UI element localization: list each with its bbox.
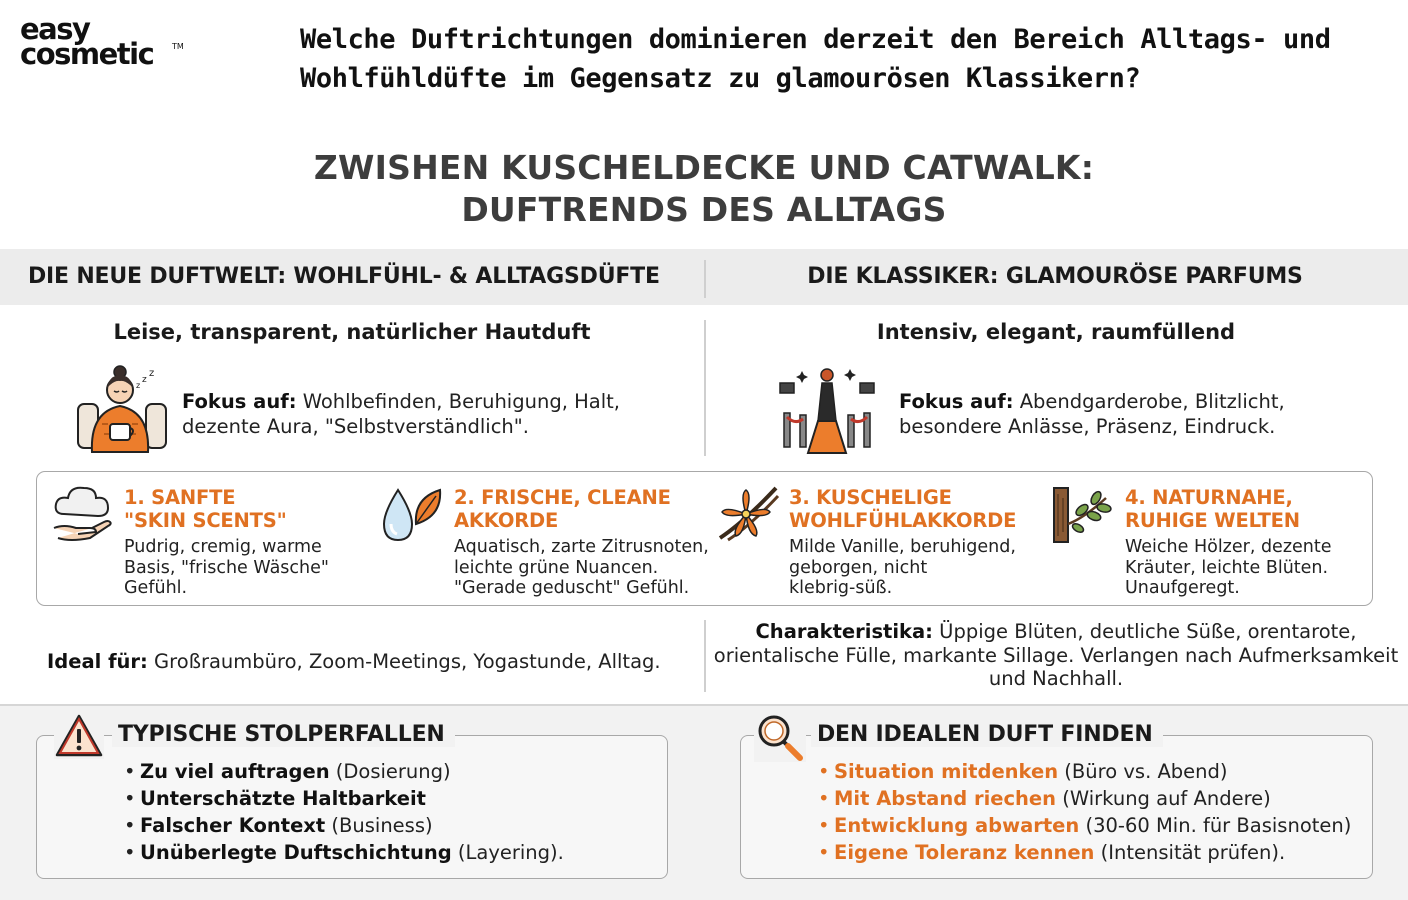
pitfalls-title: TYPISCHE STOLPERFALLEN [112, 722, 455, 747]
logo-line2: cosmetic [20, 37, 154, 71]
left-subtitle: Leise, transparent, natürlicher Hautduft [113, 320, 591, 344]
list-item [816, 785, 1351, 812]
svg-text:z: z [149, 368, 155, 379]
finder-2-rest: (Wirkung auf Andere) [1056, 787, 1271, 810]
list-item [122, 785, 564, 812]
card-4-title-line1: 4. NATURNAHE, [1125, 486, 1293, 509]
characteristics-text [706, 620, 1406, 691]
pitfalls-list [122, 758, 564, 866]
woman-blanket-icon [74, 364, 170, 456]
bottom-separator [0, 704, 1408, 706]
card-3-text-line1: Milde Vanille, beruhigend, [789, 537, 1016, 557]
page-title-line2: DUFTRENDS DES ALLTAGS [461, 190, 947, 229]
card-2-title-line1: 2. FRISCHE, CLEANE [454, 486, 671, 509]
svg-text:z: z [142, 375, 147, 385]
card-2-text-line2: leichte grüne Nuancen. [454, 557, 659, 578]
list-item [122, 758, 564, 785]
finder-2-key: Mit Abstand riechen [834, 787, 1057, 810]
card-2-title-line2: AKKORDE [454, 509, 559, 532]
finder-3-rest: (30-60 Min. für Basisnoten) [1079, 814, 1352, 837]
left-column-header: DIE NEUE DUFTWELT: WOHLFÜHL- & ALLTAGSDÜFTE [28, 264, 660, 289]
logo-tm: TM [172, 42, 184, 51]
card-3-title [789, 486, 1016, 532]
card-3-title-line2: WOHLFÜHLAKKORDE [789, 509, 1017, 532]
ideal-for-text [47, 650, 661, 673]
list-item [122, 839, 564, 866]
warning-icon [54, 713, 104, 759]
right-column-header: DIE KLASSIKER: GLAMOURÖSE PARFUMS [807, 264, 1303, 289]
question-text: Welche Duftrichtungen dominieren derzeit den Bereich Alltags- und Wohlfühldüfte im Gegensatz zu glamourösen Klassikern? [300, 24, 1331, 94]
card-3-title-line1: 3. KUSCHELIGE [789, 486, 952, 509]
card-4-text-line1: Weiche Hölzer, dezente [1125, 537, 1332, 557]
card-1-title-line1: 1. SANFTE [124, 486, 236, 509]
card-3-text-line2: geborgen, nicht [789, 557, 928, 578]
page-title [0, 147, 1408, 231]
finder-4-rest: (Intensität prüfen). [1094, 841, 1286, 864]
card-4-title [1125, 486, 1300, 532]
red-carpet-icon [778, 363, 876, 455]
card-1-text-line1: Pudrig, cremig, warme [124, 537, 322, 557]
finder-title: DEN IDEALEN DUFT FINDEN [811, 722, 1163, 747]
finder-1-rest: (Büro vs. Abend) [1058, 760, 1228, 783]
card-2-text-line1: Aquatisch, zarte Zitrusnoten, [454, 537, 709, 557]
finder-list [816, 758, 1351, 866]
ideal-for-label: Ideal für: [47, 650, 148, 673]
card-3-text-line3: klebrig-süß. [789, 578, 893, 598]
svg-text:z: z [136, 381, 141, 390]
pitfall-2-key: Unterschätzte Haltbarkeit [140, 787, 426, 810]
card-1-text-line3: Gefühl. [124, 578, 188, 598]
finder-4-key: Eigene Toleranz kennen [834, 841, 1095, 864]
right-focus-label: Fokus auf: [899, 390, 1014, 413]
left-focus-value: Wohlbefinden, Beruhigung, Halt, dezente Aura, "Selbstverständlich". [182, 390, 620, 438]
card-4-text-line2: Kräuter, leichte Blüten. [1125, 557, 1329, 578]
card-2-title [454, 486, 671, 532]
list-item [816, 758, 1351, 785]
card-2-text-line3: "Gerade geduscht" Gefühl. [454, 578, 690, 598]
logo-line1: easy [20, 12, 90, 46]
right-focus-text [899, 389, 1359, 439]
water-drop-leaf-icon [378, 484, 444, 544]
pitfall-1-rest: (Dosierung) [329, 760, 451, 783]
card-4-title-line2: RUHIGE WELTEN [1125, 509, 1300, 532]
left-focus-label: Fokus auf: [182, 390, 297, 413]
card-2-text [454, 537, 709, 599]
characteristics-label: Charakteristika: [755, 620, 933, 643]
magnifier-icon [754, 712, 806, 762]
card-1-text [124, 537, 329, 599]
card-1-title-line2: "SKIN SCENTS" [124, 509, 287, 532]
tree-branch-icon [1048, 484, 1112, 544]
pitfall-1-key: Zu viel auftragen [140, 760, 330, 783]
card-4-text [1125, 537, 1332, 599]
right-subtitle: Intensiv, elegant, raumfüllend [876, 320, 1236, 344]
pitfall-3-rest: (Business) [325, 814, 433, 837]
left-focus-text [182, 389, 682, 439]
page-title-line1: ZWISHEN KUSCHELDECKE UND CATWALK: [313, 148, 1095, 187]
pitfall-4-key: Unüberlegte Duftschichtung [140, 841, 452, 864]
logo [18, 14, 188, 70]
list-item [816, 839, 1351, 866]
vanilla-flower-icon [714, 482, 782, 544]
finder-1-key: Situation mitdenken [834, 760, 1059, 783]
list-item [122, 812, 564, 839]
card-4-text-line3: Unaufgeregt. [1125, 578, 1240, 598]
pitfall-3-key: Falscher Kontext [140, 814, 326, 837]
right-focus-value: Abendgarderobe, Blitzlicht, besondere Anlässe, Präsenz, Eindruck. [899, 390, 1285, 438]
characteristics-value: Üppige Blüten, deutliche Süße, orentarote, orientalische Fülle, markante Sillage. Verlangen nach Aufmerksamkeit und Nachhall. [713, 620, 1399, 690]
card-3-text [789, 537, 1016, 599]
cloud-hand-icon [50, 484, 114, 544]
list-item [816, 812, 1351, 839]
pitfall-4-rest: (Layering). [451, 841, 564, 864]
card-1-text-line2: Basis, "frische Wäsche" [124, 557, 329, 578]
header-divider [704, 260, 706, 298]
card-1-title [124, 486, 287, 532]
ideal-for-value: Großraumbüro, Zoom-Meetings, Yogastunde, Alltag. [147, 650, 661, 673]
finder-3-key: Entwicklung abwarten [834, 814, 1080, 837]
